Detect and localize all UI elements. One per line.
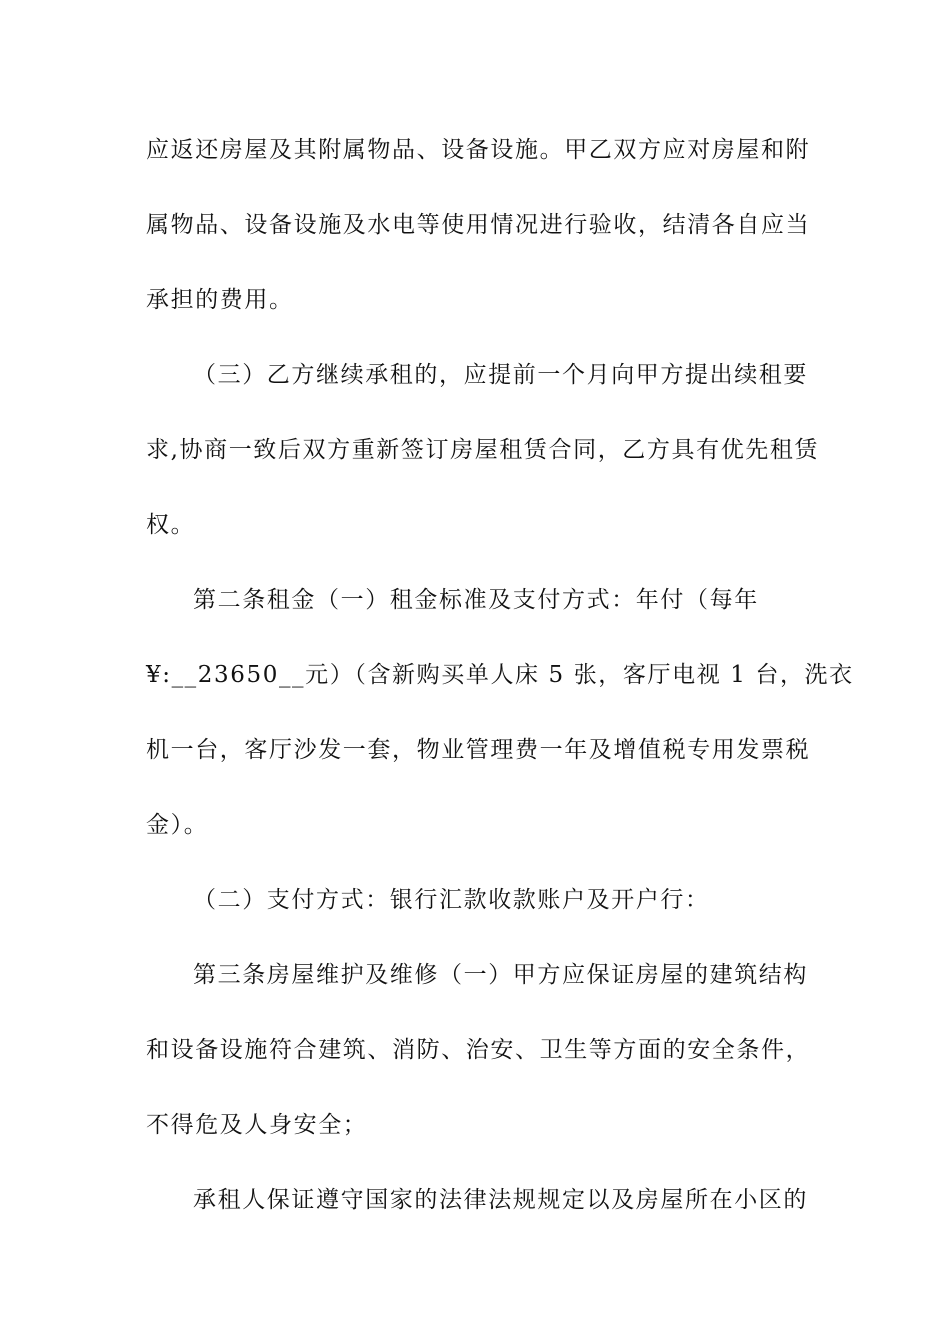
text-line: 属物品、设备设施及水电等使用情况进行验收，结清各自应当 — [146, 212, 811, 238]
text-line: 第三条房屋维护及维修（一）甲方应保证房屋的建筑结构 — [193, 962, 808, 988]
text-line: 求,协商一致后双方重新签订房屋租赁合同，乙方具有优先租赁 — [146, 437, 820, 463]
text-line: 金）。 — [146, 812, 209, 838]
text-line: 应返还房屋及其附属物品、设备设施。甲乙双方应对房屋和附 — [146, 137, 811, 163]
text-line: 权。 — [146, 512, 196, 538]
text-line: 和设备设施符合建筑、消防、治安、卫生等方面的安全条件， — [146, 1037, 811, 1063]
text-line: 不得危及人身安全； — [146, 1112, 368, 1138]
text-line: （二）支付方式：银行汇款收款账户及开户行： — [193, 887, 710, 913]
text-line: 第二条租金（一）租金标准及支付方式：年付（每年 — [193, 587, 759, 613]
text-line: 承担的费用。 — [146, 287, 294, 313]
text-line: ¥:__23650__元）（含新购买单人床 5 张，客厅电视 1 台，洗衣 — [146, 662, 854, 688]
text-line: 承租人保证遵守国家的法律法规规定以及房屋所在小区的 — [193, 1187, 808, 1213]
text-line: （三）乙方继续承租的，应提前一个月向甲方提出续租要 — [193, 362, 808, 388]
text-line: 机一台，客厅沙发一套，物业管理费一年及增值税专用发票税 — [146, 737, 811, 763]
